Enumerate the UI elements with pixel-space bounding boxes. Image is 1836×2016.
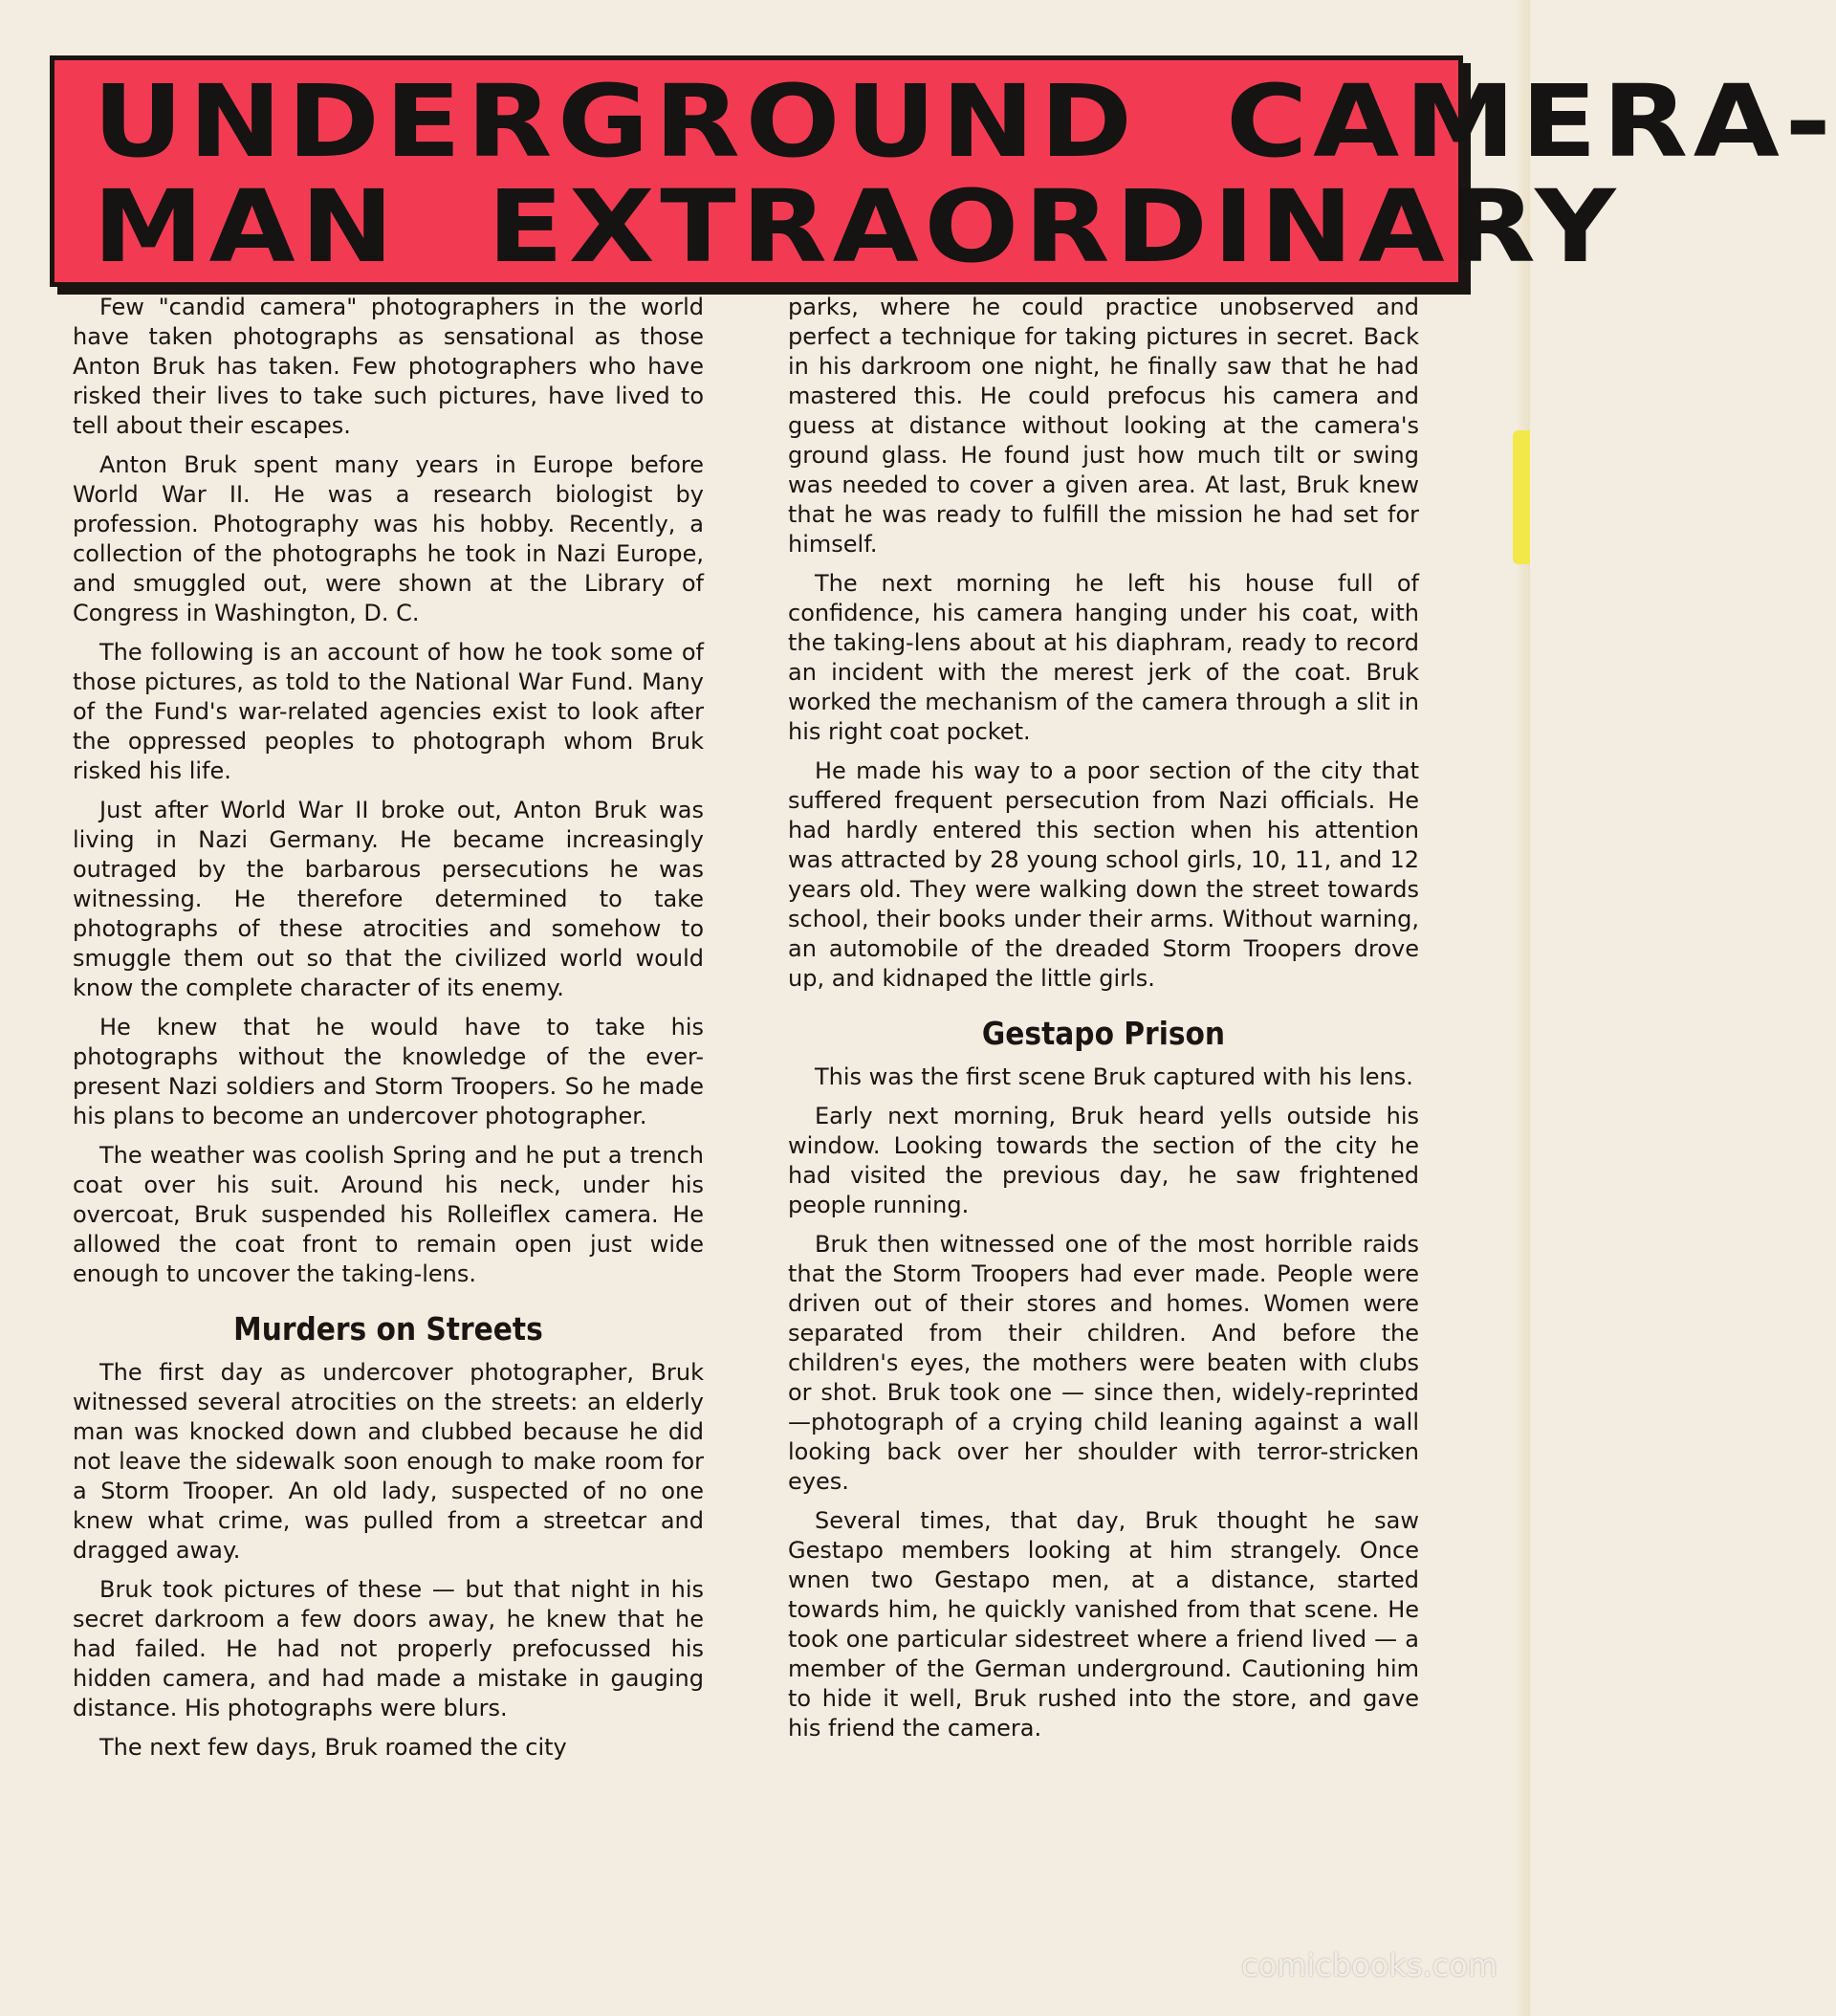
paragraph: This was the first scene Bruk captured with his lens. (815, 1063, 1413, 1090)
paragraph: Few "candid camera" photographers in the world have taken photographs as sensational as those Anton Bruk has taken. Few photographers who have risked their lives to take such pictures, have lived to tell about their escapes. (73, 294, 704, 439)
paragraph: The first day as undercover photographer, Bruk witnessed several atrocities on the streets: an elderly man was knocked down and clubbed because he did not leave the sidewalk soon enough to make room for a Storm Trooper. An old lady, suspected of no one knew what crime, was pulled from a streetcar and dragged away. (73, 1359, 704, 1564)
paragraph: Early next morning, Bruk heard yells outside his window. Looking towards the section of the city he had visited the previous day, he saw frightened people running. (788, 1103, 1419, 1218)
right-column (788, 293, 1419, 2005)
paragraph: The next morning he left his house full of confidence, his camera hanging under his coat, with the taking-lens about at his diaphram, ready to record an incident with the merest jerk of the coat. Bruk worked the mechanism of the camera through a slit in his right coat pocket. (788, 570, 1419, 745)
title-banner (50, 55, 1836, 287)
paragraph: The next few days, Bruk roamed the city (99, 1734, 567, 1761)
paragraph: parks, where he could practice unobserved and perfect a technique for taking pictures in secret. Back in his darkroom one night, he finally saw that he had mastered this. He could prefocus his camera and guess at distance without looking at the camera's ground glass. He found just how much tilt or swing was needed to cover a given area. At last, Bruk knew that he was ready to fulfill the mission he had set for himself. (788, 294, 1419, 558)
left-column (73, 293, 704, 2005)
paragraph: Bruk then witnessed one of the most horrible raids that the Storm Troopers had ever made. People were driven out of their stores and homes. Women were separated from their children. And before the children's eyes, the mothers were beaten with clubs or shot. Bruk took one — since then, widely-reprinted —photograph of a crying child leaning against a wall looking back over her shoulder with terror-stricken eyes. (788, 1231, 1419, 1495)
paragraph: Bruk took pictures of these — but that night in his secret darkroom a few doors away, he knew that he had failed. He had not properly prefocussed his hidden camera, and had made a mistake in gauging distance. His photographs were blurs. (73, 1576, 704, 1721)
watermark: comicbooks.com (1240, 1947, 1497, 1983)
paragraph: Several times, that day, Bruk thought he saw Gestapo members looking at him strangely. Once wnen two Gestapo men, at a distance, started towards him, he quickly vanished from that scene. He took one particular sidestreet where a friend lived — a member of the German underground. Cautioning him to hide it well, Bruk rushed into the store, and gave his friend the camera. (788, 1507, 1419, 1742)
title-line-1: UNDERGROUND CAMERA- (93, 63, 1836, 180)
paragraph: Anton Bruk spent many years in Europe before World War II. He was a research biologist by profession. Photography was his hobby. Recently, a collection of the photographs he took in Nazi Europe, and smuggled out, were shown at the Library of Congress in Washington, D. C. (73, 451, 704, 626)
section-heading-murders: Murders on Streets (233, 1310, 543, 1348)
yellow-stain (1513, 430, 1530, 564)
paragraph: The following is an account of how he took some of those pictures, as told to the National War Fund. Many of the Fund's war-related agencies exist to look after the oppressed peoples to photograph whom Bruk risked his life. (73, 639, 704, 784)
paragraph: He knew that he would have to take his photographs without the knowledge of the ever-present Nazi soldiers and Storm Troopers. So he made his plans to become an undercover photographer. (73, 1014, 704, 1129)
paragraph: He made his way to a poor section of the city that suffered frequent persecution from Nazi officials. He had hardly entered this section when his attention was attracted by 28 young school girls, 10, 11, and 12 years old. They were walking down the street towards school, their books under their arms. Without warning, an automobile of the dreaded Storm Troopers drove up, and kidnaped the little girls. (788, 757, 1419, 992)
paragraph: The weather was coolish Spring and he put a trench coat over his suit. Around his neck, under his overcoat, Bruk suspended his Rolleiflex camera. He allowed the coat front to remain open just wide enough to uncover the taking-lens. (73, 1142, 704, 1287)
section-heading-gestapo: Gestapo Prison (981, 1015, 1226, 1052)
page-edge (1517, 0, 1530, 2016)
title-line-2: MAN EXTRAORDINARY (93, 168, 1622, 285)
paragraph: Just after World War II broke out, Anton Bruk was living in Nazi Germany. He became increasingly outraged by the barbarous persecutions he was witnessing. He therefore determined to take photographs of these atrocities and somehow to smuggle them out so that the civilized world would know the complete character of its enemy. (73, 797, 704, 1001)
